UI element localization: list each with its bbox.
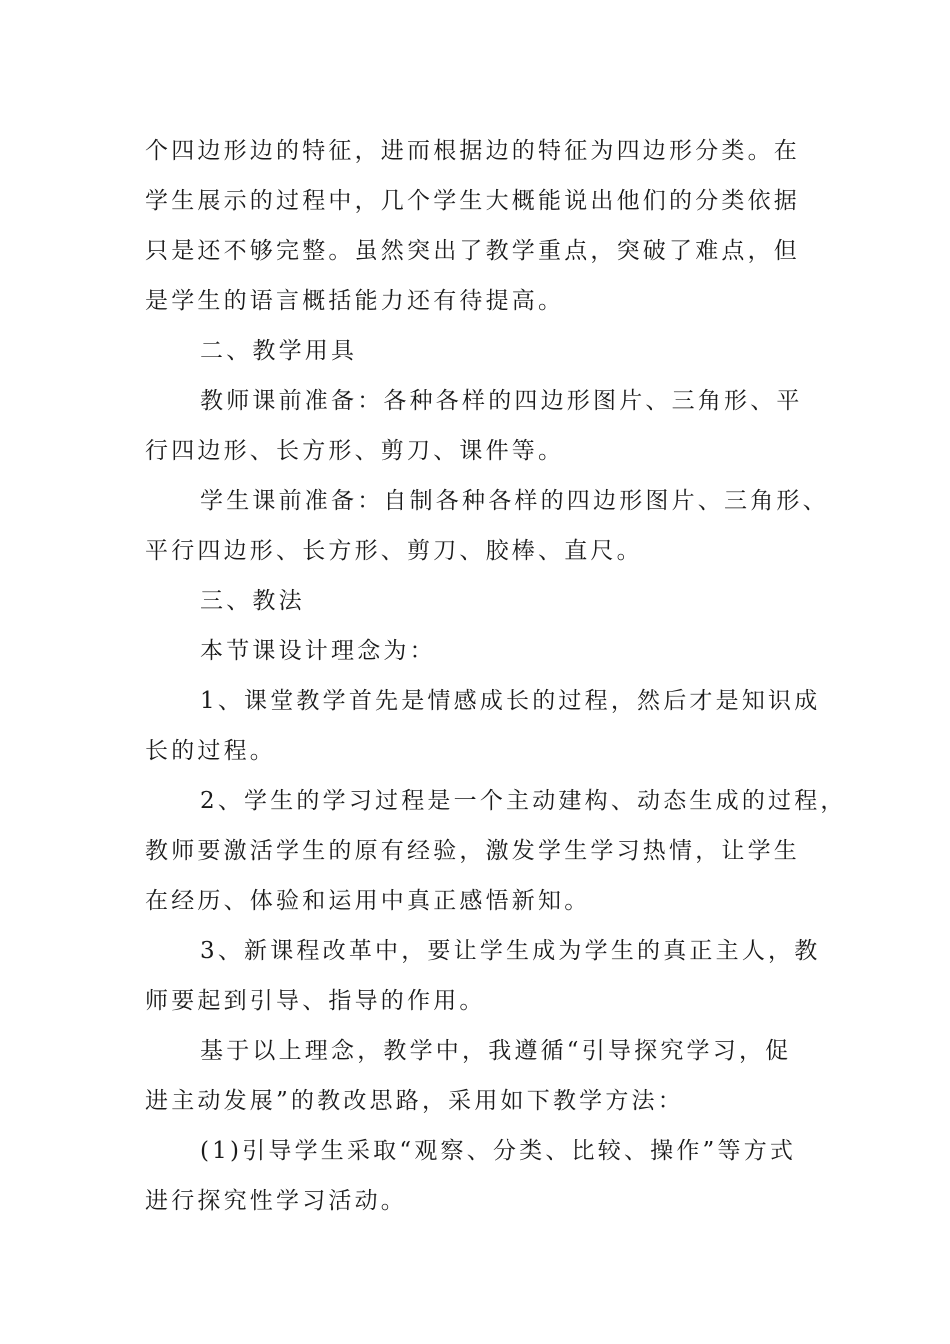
text-line: 师要起到引导、指导的作用。 [145, 988, 486, 1014]
text-line: 行四边形、长方形、剪刀、课件等。 [145, 438, 565, 464]
text-line: 基于以上理念，教学中，我遵循“引导探究学习，促 [200, 1038, 792, 1064]
section-heading: 三、教法 [200, 588, 305, 614]
list-item: 3、新课程改革中，要让学生成为学生的真正主人，教 [200, 938, 821, 964]
text-line: 教师课前准备：各种各样的四边形图片、三角形、平 [200, 388, 803, 414]
list-item: 2、学生的学习过程是一个主动建构、动态生成的过程， [200, 788, 847, 814]
text-line: 是学生的语言概括能力还有待提高。 [145, 288, 565, 314]
text-line: 学生课前准备：自制各种各样的四边形图片、三角形、 [200, 488, 829, 514]
text-line: 教师要激活学生的原有经验，激发学生学习热情，让学生 [145, 838, 800, 864]
list-item: 1、课堂教学首先是情感成长的过程，然后才是知识成 [200, 688, 821, 714]
text-line: 在经历、体验和运用中真正感悟新知。 [145, 888, 591, 914]
text-line: 只是还不够完整。虽然突出了教学重点，突破了难点，但 [145, 238, 800, 264]
text-line: 进行探究性学习活动。 [145, 1188, 407, 1214]
section-heading: 二、教学用具 [200, 338, 358, 364]
text-line: 本节课设计理念为： [200, 638, 436, 664]
text-line: 学生展示的过程中，几个学生大概能说出他们的分类依据 [145, 188, 800, 214]
text-line: 平行四边形、长方形、剪刀、胶棒、直尺。 [145, 538, 643, 564]
list-item: (1)引导学生采取“观察、分类、比较、操作”等方式 [200, 1138, 797, 1164]
text-line: 长的过程。 [145, 738, 276, 764]
document-body [145, 126, 847, 1226]
text-line: 个四边形边的特征，进而根据边的特征为四边形分类。在 [145, 138, 800, 164]
text-line: 进主动发展”的教改思路，采用如下教学方法： [145, 1088, 684, 1114]
